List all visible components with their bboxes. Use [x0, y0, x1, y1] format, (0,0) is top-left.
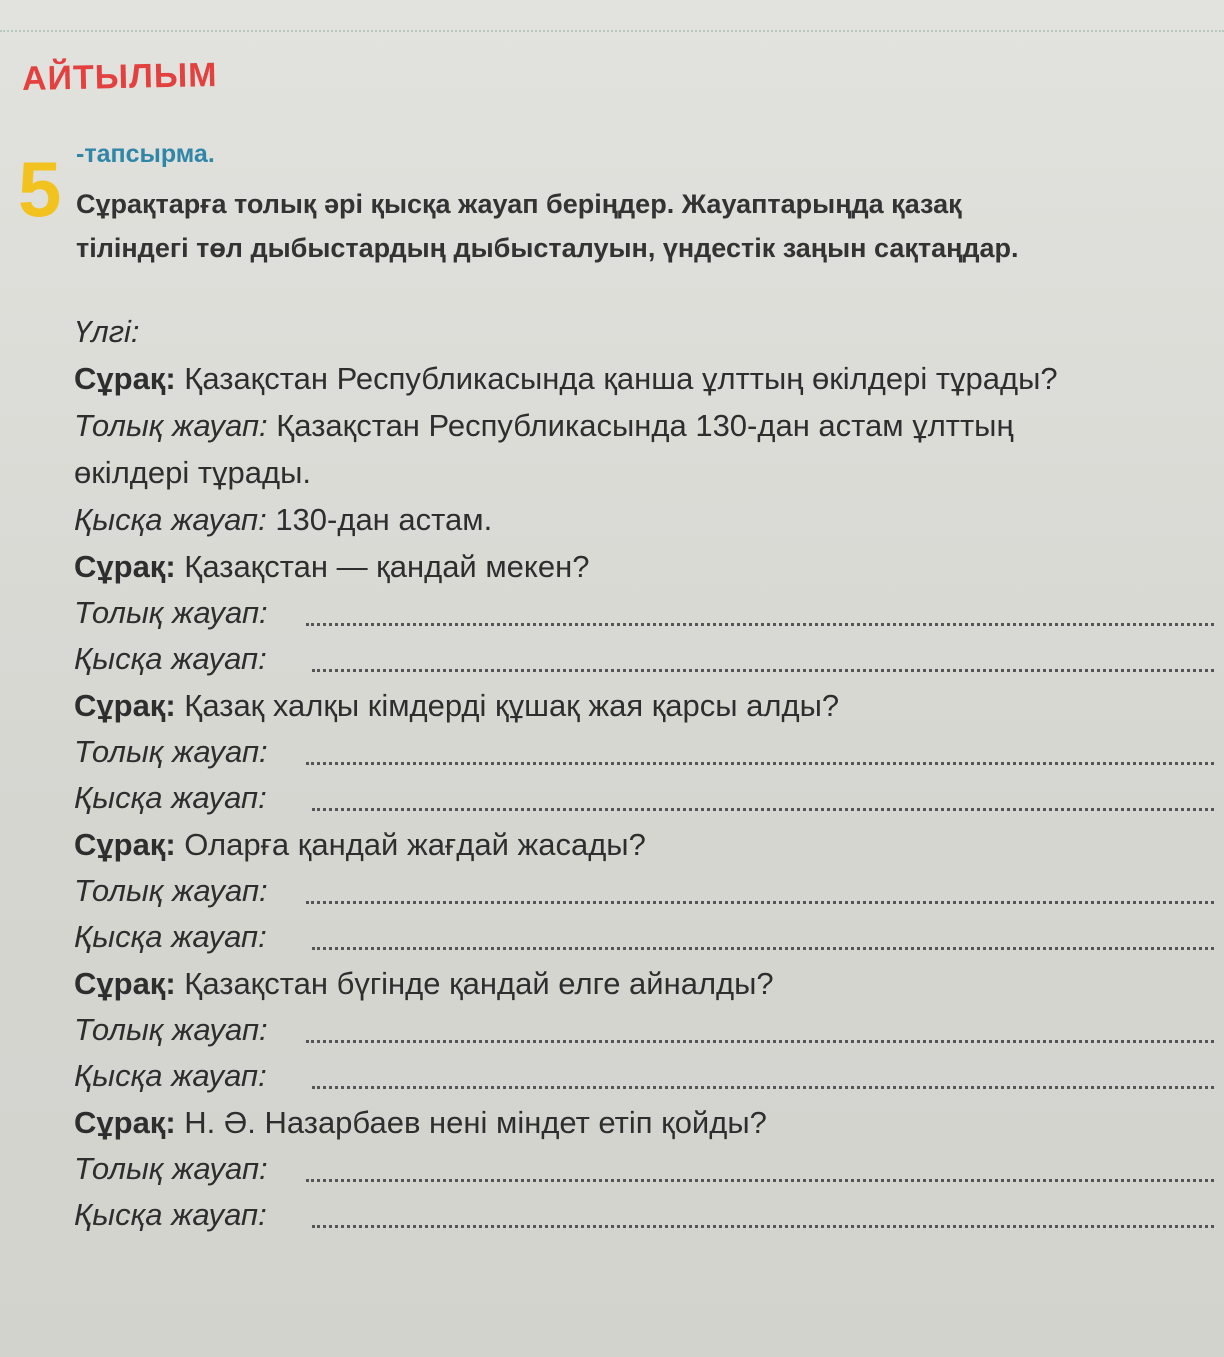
- question-row: [74, 682, 1214, 729]
- question-row: [74, 1099, 1214, 1146]
- question-row: [74, 960, 1214, 1007]
- question-text: Қазақстан бүгінде қандай елге айналды?: [184, 966, 774, 1001]
- question-label: Сұрақ:: [74, 966, 176, 1001]
- full-answer-label: Толық жауап:: [74, 873, 268, 908]
- full-answer-blank[interactable]: [306, 762, 1214, 765]
- instruction-line: Сұрақтарға толық әрі қысқа жауап беріңдер. Жауаптарыңда қазақ: [76, 189, 962, 219]
- task-instruction: [76, 182, 1196, 270]
- full-answer-blank[interactable]: [306, 1179, 1214, 1182]
- short-answer-label: Қысқа жауап:: [74, 1197, 267, 1232]
- question-label: Сұрақ:: [74, 549, 176, 584]
- short-answer-row: [74, 914, 1214, 960]
- full-answer-label: Толық жауап:: [74, 595, 268, 630]
- short-answer-label: Қысқа жауап:: [74, 1058, 267, 1093]
- example-full-answer-cont: өкілдері тұрады.: [74, 455, 312, 490]
- full-answer-row: [74, 729, 1214, 775]
- full-answer-label: Толық жауап:: [74, 1012, 268, 1047]
- full-answer-blank[interactable]: [306, 1040, 1214, 1043]
- instruction-line: тіліндегі төл дыбыстардың дыбысталуын, үндестік заңын сақтаңдар.: [76, 233, 1019, 263]
- question-text: Н. Ә. Назарбаев нені міндет етіп қойды?: [184, 1105, 767, 1140]
- full-answer-label: Толық жауап:: [74, 1151, 268, 1186]
- full-answer-blank[interactable]: [306, 901, 1214, 904]
- short-answer-blank[interactable]: [312, 1225, 1214, 1228]
- full-answer-label: Толық жауап:: [74, 408, 268, 443]
- full-answer-label: Толық жауап:: [74, 734, 268, 769]
- question-text: Қазақстан — қандай мекен?: [184, 549, 590, 584]
- question-list: [74, 543, 1214, 1238]
- task-label: -тапсырма.: [76, 140, 215, 168]
- question-row: [74, 821, 1214, 868]
- short-answer-row: [74, 1053, 1214, 1099]
- question-text: Оларға қандай жағдай жасады?: [184, 827, 646, 862]
- short-answer-label: Қысқа жауап:: [74, 780, 267, 815]
- question-label: Сұрақ:: [74, 827, 176, 862]
- short-answer-blank[interactable]: [312, 947, 1214, 950]
- example-question: [74, 355, 1214, 402]
- full-answer-row: [74, 868, 1214, 914]
- short-answer-blank[interactable]: [312, 1086, 1214, 1089]
- short-answer-row: [74, 636, 1214, 682]
- question-label: Сұрақ:: [74, 688, 176, 723]
- full-answer-row: [74, 1146, 1214, 1192]
- short-answer-blank[interactable]: [312, 669, 1214, 672]
- task-number: 5: [18, 145, 62, 233]
- short-answer-label: Қысқа жауап:: [74, 502, 267, 537]
- example-full-answer: [74, 402, 1214, 449]
- full-answer-text: Қазақстан Республикасында 130-дан астам ұлттың: [276, 408, 1014, 443]
- question-label: Сұрақ:: [74, 361, 176, 396]
- short-answer-text: 130-дан астам.: [275, 502, 493, 537]
- example-short-answer: [74, 496, 1214, 543]
- question-text: Қазақстан Республикасында қанша ұлттың өкілдері тұрады?: [184, 361, 1058, 396]
- short-answer-label: Қысқа жауап:: [74, 919, 267, 954]
- question-text: Қазақ халқы кімдерді құшақ жая қарсы алды?: [184, 688, 840, 723]
- full-answer-row: [74, 1007, 1214, 1053]
- short-answer-row: [74, 1192, 1214, 1238]
- full-answer-row: [74, 590, 1214, 636]
- short-answer-label: Қысқа жауап:: [74, 641, 267, 676]
- top-dotted-border: [0, 30, 1224, 32]
- section-title: АЙТЫЛЫМ: [21, 55, 218, 99]
- exercise-content: [74, 308, 1214, 1238]
- question-label: Сұрақ:: [74, 1105, 176, 1140]
- question-row: [74, 543, 1214, 590]
- full-answer-blank[interactable]: [306, 623, 1214, 626]
- short-answer-row: [74, 775, 1214, 821]
- short-answer-blank[interactable]: [312, 808, 1214, 811]
- example-label: Үлгі:: [74, 314, 140, 349]
